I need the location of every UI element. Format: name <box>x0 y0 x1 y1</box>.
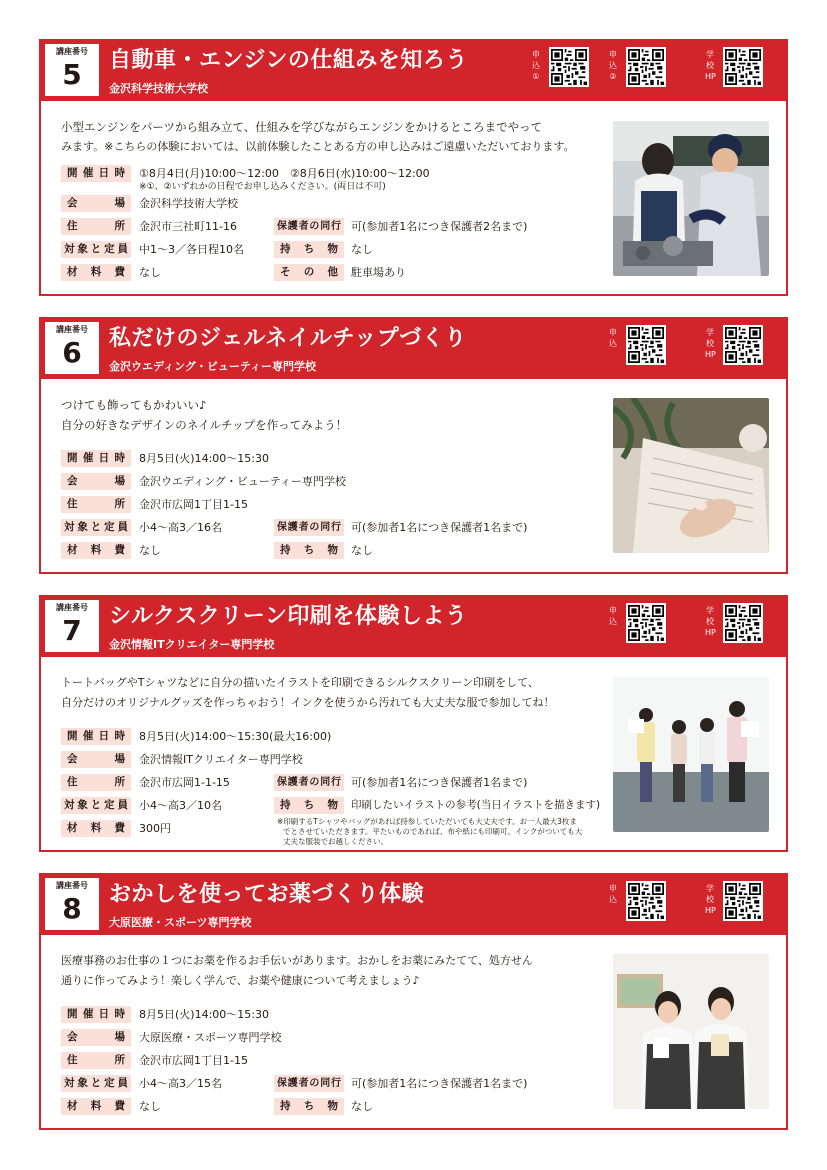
course-number-box <box>45 44 99 96</box>
qr-code-apply-1[interactable] <box>549 47 589 87</box>
label-bring: 持ち物 <box>274 241 344 258</box>
label-venue: 会 場 <box>61 1029 131 1046</box>
label-address: 住 所 <box>61 774 131 791</box>
value-target: 小4～高3／16名 <box>139 521 222 534</box>
qr-label-apply: 申込 <box>609 606 617 626</box>
value-date: 8月5日(火)14:00～15:30 <box>139 452 269 465</box>
value-address: 金沢市広岡1丁目1-15 <box>139 1054 248 1067</box>
course-title: シルクスクリーン印刷を体験しよう <box>109 604 468 629</box>
qr-label-school-hp: 学校HP <box>705 50 716 81</box>
qr-code-school-hp[interactable] <box>723 47 763 87</box>
value-date: ①8月4日(月)10:00～12:00 ②8月6日(水)10:00～12:00 <box>139 167 430 180</box>
qr-code-school-hp[interactable] <box>723 603 763 643</box>
label-guardian: 保護者の同行 <box>274 1075 344 1092</box>
value-bring: 印刷したいイラストの参考(当日イラストを描きます) <box>351 799 601 811</box>
label-venue: 会 場 <box>61 473 131 490</box>
label-target: 対象と定員 <box>61 1075 131 1092</box>
course-number-box <box>45 600 99 652</box>
course-number: 8 <box>62 892 82 925</box>
qr-code-apply[interactable] <box>626 881 666 921</box>
course-photo-medicine <box>613 954 769 1109</box>
course-title: おかしを使ってお薬づくり体験 <box>109 882 425 907</box>
value-guardian: 可(参加者1名につき保護者1名まで) <box>351 776 528 789</box>
value-bring: なし <box>351 243 373 256</box>
school-name: 大原医療・スポーツ専門学校 <box>109 916 252 929</box>
label-target: 対象と定員 <box>61 241 131 258</box>
description-line: 自分の好きなデザインのネイルチップを作ってみよう！ <box>61 418 348 432</box>
course-photo-nail <box>613 398 769 553</box>
qr-code-icon <box>628 327 664 363</box>
note-line: でとさせていただきます。平たいものであれば、布や紙にも印刷可。インクがついても大 <box>283 827 583 836</box>
qr-label-school-hp: 学校HP <box>705 328 716 359</box>
label-date: 開催日時 <box>61 450 131 467</box>
label-other: その他 <box>274 264 344 281</box>
value-address: 金沢市三社町11-16 <box>139 220 237 233</box>
course-card-6 <box>39 317 788 574</box>
course-description <box>61 673 554 713</box>
description-line: 自分だけのオリジナルグッズを作っちゃおう！インクを使うから汚れても大丈夫な服で参加してね！ <box>61 696 555 709</box>
course-photo-engine <box>613 121 769 276</box>
qr-code-icon <box>725 605 761 641</box>
value-venue: 大原医療・スポーツ専門学校 <box>139 1031 282 1044</box>
label-bring: 持ち物 <box>274 542 344 559</box>
value-fee: 300円 <box>139 822 171 835</box>
medicine-students-photo <box>613 954 769 1109</box>
qr-code-apply[interactable] <box>626 603 666 643</box>
course-header <box>41 319 786 379</box>
label-bring: 持ち物 <box>274 797 344 814</box>
note-line: 丈夫な服装でお越しください。 <box>283 837 388 846</box>
qr-label-apply-2: 申込② <box>609 50 617 81</box>
label-target: 対象と定員 <box>61 797 131 814</box>
course-card-8 <box>39 873 788 1130</box>
qr-label-apply: 申込 <box>609 328 617 348</box>
course-description <box>61 117 574 157</box>
label-fee: 材料費 <box>61 1098 131 1115</box>
course-title: 自動車・エンジンの仕組みを知ろう <box>109 48 468 73</box>
qr-code-school-hp[interactable] <box>723 325 763 365</box>
label-guardian: 保護者の同行 <box>274 519 344 536</box>
label-date: 開催日時 <box>61 728 131 745</box>
qr-label-apply: 申込 <box>609 884 617 904</box>
description-line: 通りに作ってみよう！楽しく学んで、お薬や健康について考えましょう♪ <box>61 974 420 987</box>
label-fee: 材料費 <box>61 820 131 837</box>
qr-code-school-hp[interactable] <box>723 881 763 921</box>
course-number-box <box>45 878 99 930</box>
course-number-box <box>45 322 99 374</box>
course-header <box>41 41 786 101</box>
label-target: 対象と定員 <box>61 519 131 536</box>
qr-code-icon <box>628 49 664 85</box>
silkscreen-kids-photo <box>613 677 769 832</box>
value-venue: 金沢情報ITクリエイター専門学校 <box>139 753 303 766</box>
value-bring: なし <box>351 1100 373 1113</box>
qr-code-apply[interactable] <box>626 325 666 365</box>
qr-code-icon <box>725 49 761 85</box>
qr-label-school-hp: 学校HP <box>705 884 716 915</box>
course-card-5 <box>39 39 788 296</box>
note-line: ※印刷するTシャツやバッグがあれば持参していただいても大丈夫です。お一人最大3枚ま <box>277 817 577 826</box>
course-description <box>61 395 347 435</box>
value-target: 中1～3／各日程10名 <box>139 243 244 256</box>
description-line: みます。※こちらの体験においては、以前体験したことある方の申し込みはご遠慮いただいております。 <box>61 140 575 153</box>
value-fee: なし <box>139 266 161 279</box>
description-line: トートバッグやTシャツなどに自分の描いたイラストを印刷できるシルクスクリーン印刷をして、 <box>61 676 539 689</box>
course-header <box>41 597 786 657</box>
label-venue: 会 場 <box>61 751 131 768</box>
course-number-label: 講座番号 <box>56 603 88 612</box>
label-address: 住 所 <box>61 496 131 513</box>
value-bring: なし <box>351 544 373 557</box>
description-line: 医療事務のお仕事の１つにお薬を作るお手伝いがあります。おかしをお薬にみたてて、処方せん <box>61 954 533 967</box>
value-venue: 金沢科学技術大学校 <box>139 197 238 210</box>
label-address: 住 所 <box>61 218 131 235</box>
label-venue: 会 場 <box>61 195 131 212</box>
value-venue: 金沢ウエディング・ビューティー専門学校 <box>139 475 347 488</box>
label-date: 開催日時 <box>61 1006 131 1023</box>
label-bring: 持ち物 <box>274 1098 344 1115</box>
course-title: 私だけのジェルネイルチップづくり <box>109 326 467 351</box>
qr-code-icon <box>725 883 761 919</box>
qr-code-icon <box>628 605 664 641</box>
value-other: 駐車場あり <box>351 266 406 279</box>
course-number-label: 講座番号 <box>56 325 88 334</box>
value-fee: なし <box>139 544 161 557</box>
school-name: 金沢科学技術大学校 <box>109 82 208 95</box>
qr-label-apply-1: 申込① <box>532 50 540 81</box>
course-description <box>61 951 533 991</box>
course-number-label: 講座番号 <box>56 881 88 890</box>
bring-note <box>277 817 582 847</box>
nail-chip-photo <box>613 398 769 553</box>
value-date: 8月5日(火)14:00～15:30(最大16:00) <box>139 730 332 743</box>
value-address: 金沢市広岡1-1-15 <box>139 776 230 789</box>
value-guardian: 可(参加者1名につき保護者1名まで) <box>351 521 528 534</box>
course-card-7 <box>39 595 788 852</box>
qr-code-icon <box>725 327 761 363</box>
course-number: 5 <box>62 58 82 91</box>
course-number: 6 <box>62 336 82 369</box>
value-address: 金沢市広岡1丁目1-15 <box>139 498 248 511</box>
label-guardian: 保護者の同行 <box>274 774 344 791</box>
qr-code-icon <box>551 49 587 85</box>
school-name: 金沢情報ITクリエイター専門学校 <box>109 638 275 651</box>
label-fee: 材料費 <box>61 264 131 281</box>
school-name: 金沢ウエディング・ビューティー専門学校 <box>109 360 317 373</box>
value-target: 小4～高3／15名 <box>139 1077 222 1090</box>
label-address: 住 所 <box>61 1052 131 1069</box>
label-date: 開催日時 <box>61 165 131 182</box>
course-number-label: 講座番号 <box>56 47 88 56</box>
qr-code-apply-2[interactable] <box>626 47 666 87</box>
engine-workshop-photo <box>613 121 769 276</box>
value-guardian: 可(参加者1名につき保護者2名まで) <box>351 220 528 233</box>
description-line: つけても飾ってもかわいい♪ <box>61 398 207 412</box>
value-guardian: 可(参加者1名につき保護者1名まで) <box>351 1077 528 1090</box>
course-header <box>41 875 786 935</box>
value-target: 小4～高3／10名 <box>139 799 222 812</box>
qr-label-school-hp: 学校HP <box>705 606 716 637</box>
date-note: ※①、②いずれかの日程でお申し込みください。(両日は不可) <box>139 182 386 192</box>
label-guardian: 保護者の同行 <box>274 218 344 235</box>
label-fee: 材料費 <box>61 542 131 559</box>
value-fee: なし <box>139 1100 161 1113</box>
description-line: 小型エンジンをパーツから組み立て、仕組みを学びながらエンジンをかけるところまでやって <box>61 120 543 134</box>
course-number: 7 <box>62 614 82 647</box>
qr-code-icon <box>628 883 664 919</box>
course-photo-silkscreen <box>613 677 769 832</box>
value-date: 8月5日(火)14:00～15:30 <box>139 1008 269 1021</box>
